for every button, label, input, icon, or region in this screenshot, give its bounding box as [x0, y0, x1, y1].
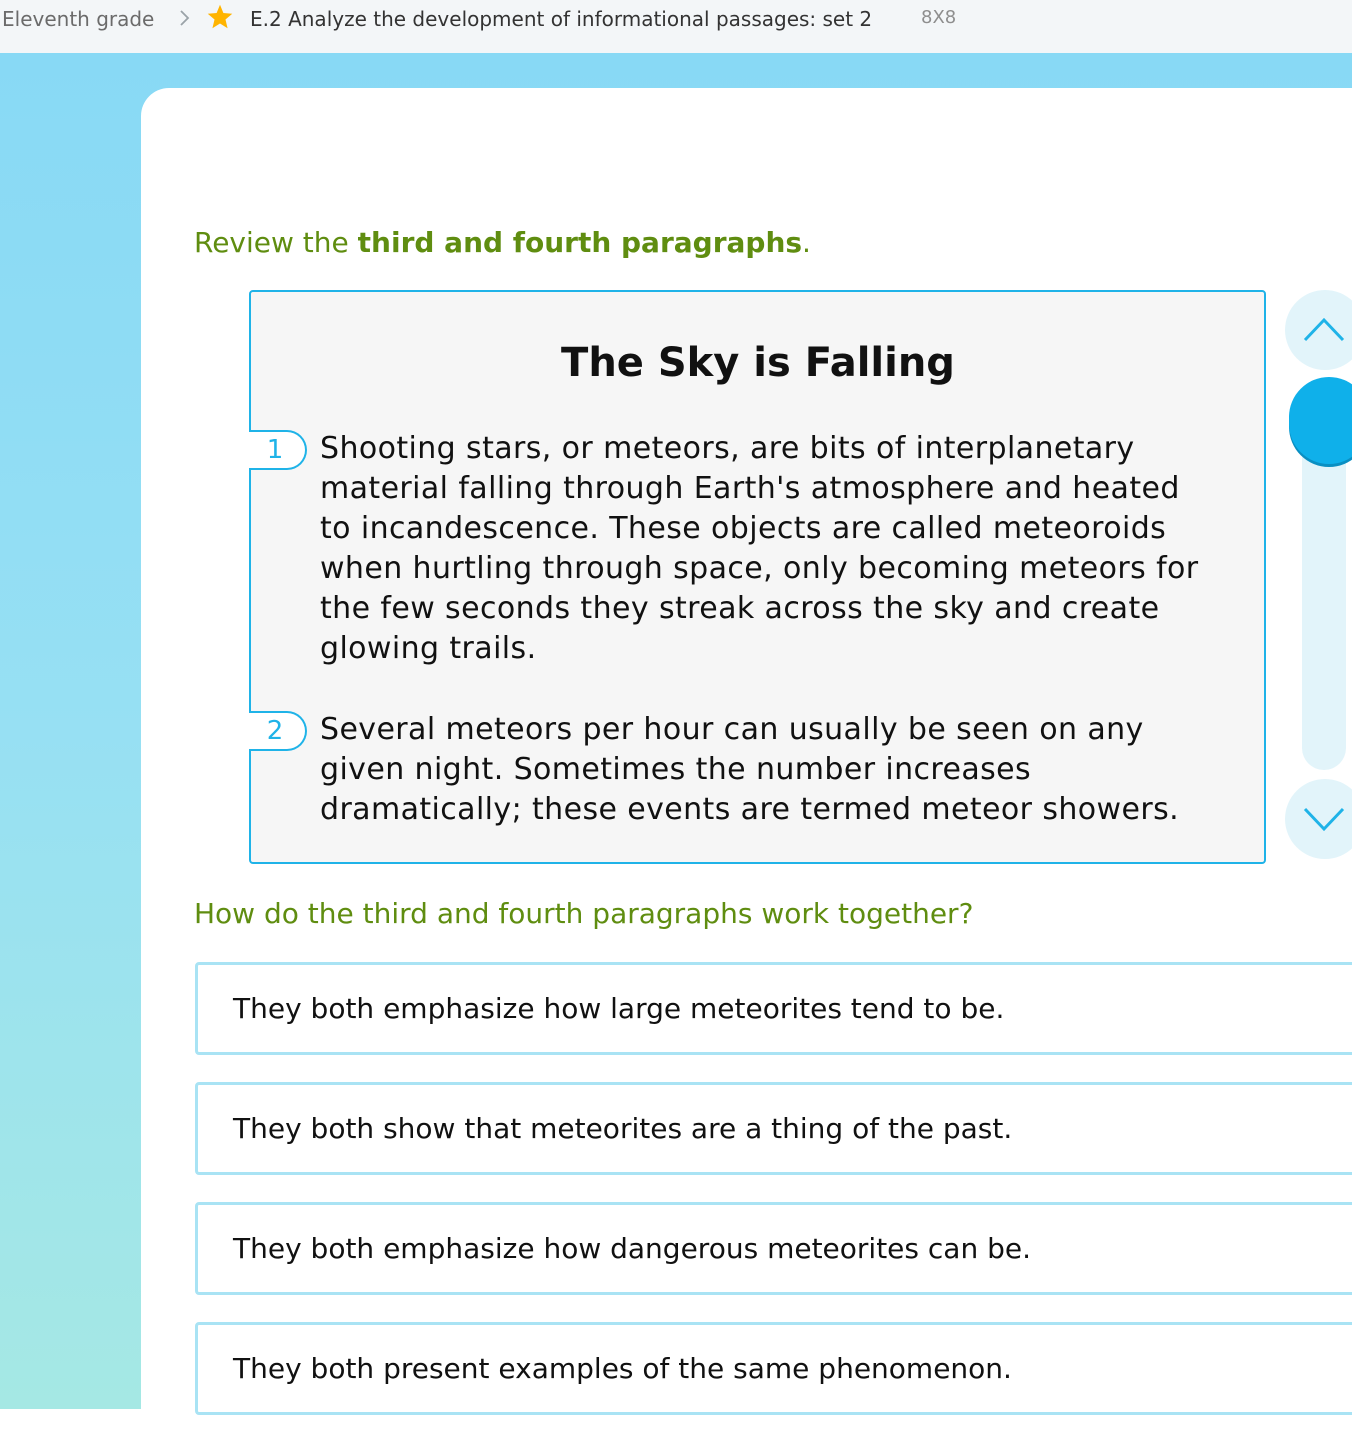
skill-code: 8X8: [921, 7, 957, 28]
passage-title: The Sky is Falling: [561, 340, 955, 386]
answer-choice-label: They both present examples of the same phenomenon.: [233, 1352, 1012, 1385]
star-icon[interactable]: [206, 3, 234, 31]
instruction-suffix: .: [802, 226, 811, 259]
chevron-up-icon: [1285, 290, 1352, 370]
answer-choice[interactable]: [195, 1322, 1352, 1415]
paragraph-text: Shooting stars, or meteors, are bits of interplanetary material falling through Earth's atmosphere and heated to incandescence. These objects are called meteoroids when hurtling through space, only becoming meteors for the few seconds they streak across the sky and create glowing trails.: [320, 431, 1199, 666]
scrollbar-thumb[interactable]: [1289, 377, 1352, 464]
paragraph-number: 2: [249, 711, 307, 751]
skill-title: E.2 Analyze the development of informational passages: set 2: [250, 7, 873, 31]
scroll-up-button[interactable]: [1285, 290, 1352, 370]
chevron-right-icon: [176, 6, 194, 30]
chevron-down-icon: [1285, 779, 1352, 859]
answer-choice[interactable]: [195, 962, 1352, 1055]
paragraph-text: Several meteors per hour can usually be seen on any given night. Sometimes the number increases dramatically; these events are termed meteor showers.: [320, 712, 1180, 827]
answer-choice[interactable]: [195, 1082, 1352, 1175]
instruction-emphasis: third and fourth paragraphs: [357, 226, 803, 259]
breadcrumb-grade-link[interactable]: Eleventh grade: [2, 7, 155, 31]
instruction-prefix: Review the: [194, 226, 358, 259]
paragraph-number: 1: [249, 430, 307, 470]
answer-choice-label: They both emphasize how dangerous meteorites can be.: [233, 1232, 1031, 1265]
scroll-down-button[interactable]: [1285, 779, 1352, 859]
answer-choice-label: They both emphasize how large meteorites tend to be.: [233, 992, 1005, 1025]
instruction-text: [194, 226, 811, 260]
question-text: How do the third and fourth paragraphs work together?: [194, 897, 974, 930]
answer-choice-label: They both show that meteorites are a thing of the past.: [233, 1112, 1013, 1145]
breadcrumb: [0, 0, 1352, 53]
answer-choice[interactable]: [195, 1202, 1352, 1295]
